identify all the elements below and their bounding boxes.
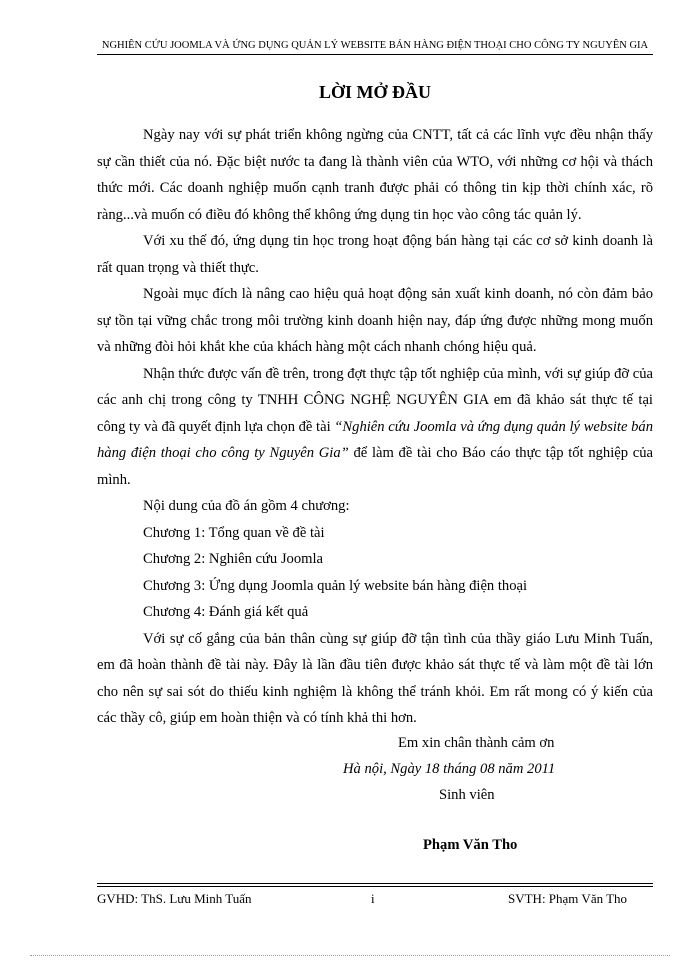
footer-advisor: GVHD: ThS. Lưu Minh Tuấn — [97, 891, 252, 906]
chapter-2: Chương 2: Nghiên cứu Joomla — [143, 551, 323, 567]
header-rule — [97, 54, 653, 55]
paragraph-6: Với sự cố gắng của bản thân cùng sự giúp đỡ tận tình của thầy giáo Lưu Minh Tuấn, em đã hoàn thành đề tài này. Đây là lần đầu tiên được khảo sát thực tế và làm một đề tài lớn cho nên sự sai sót do thiếu kinh nghiệm là không thể tránh khỏi. Em rất mong có ý kiến của các thầy cô, giúp em hoàn thiện và có tính khả thi hơn. — [97, 630, 653, 726]
thesis-topic: “Nghiên cứu Joomla và ứng dụng quản lý website bán hàng điện thoại cho công ty Nguyên Gia” — [97, 418, 654, 461]
signature-thanks: Em xin chân thành cảm ơn — [398, 735, 555, 751]
chapter-4: Chương 4: Đánh giá kết quả — [143, 604, 309, 620]
chapter-1: Chương 1: Tổng quan về đề tài — [143, 524, 325, 541]
signature-role: Sinh viên — [439, 787, 495, 803]
running-header: NGHIÊN CỨU JOOMLA VÀ ỨNG DỤNG QUẢN LÝ WEBSITE BÁN HÀNG ĐIỆN THOẠI CHO CÔNG TY NGUYÊN GIA — [101, 40, 649, 51]
signature-date: Hà nội, Ngày 18 tháng 08 năm 2011 — [343, 761, 556, 777]
page-number: i — [371, 891, 375, 906]
page-title: LỜI MỞ ĐẦU — [319, 82, 431, 102]
signature-name: Phạm Văn Tho — [423, 837, 518, 853]
page-break-line — [30, 955, 670, 956]
body-text — [97, 122, 653, 732]
footer-student: SVTH: Phạm Văn Tho — [508, 891, 628, 906]
paragraph-5: Nội dung của đồ án gồm 4 chương: — [143, 498, 350, 514]
paragraph-4-start: Nhận thức được vấn đề trên, trong đợt thực tập tốt nghiệp của mình, với sự giúp đỡ của các anh chị trong công ty TNHH CÔNG NGHỆ NGUYÊN GIA em đã khảo sát thực tế tại công ty và đã quyết định lựa chọn đề tài — [97, 365, 653, 435]
paragraph-1: Ngày nay với sự phát triển không ngừng của CNTT, tất cả các lĩnh vực đều nhận thấy sự cần thiết của nó. Đặc biệt nước ta đang là thành viên của WTO, với những cơ hội và thách thức mới. Các doanh nghiệp muốn cạnh tranh được phải có thông tin kịp thời chính xác, rõ ràng...và muốn có điều đó không thể không ứng dụng tin học vào công tác quản lý. — [97, 127, 653, 223]
paragraph-2: Với xu thế đó, ứng dụng tin học trong hoạt động bán hàng tại các cơ sở kinh doanh là rất quan trọng và thiết thực. — [97, 233, 653, 276]
paragraph-4 — [97, 361, 653, 494]
footer-rule-bottom — [97, 886, 653, 887]
chapter-3: Chương 3: Ứng dụng Joomla quản lý website bán hàng điện thoại — [143, 577, 528, 594]
footer-rule-top — [97, 883, 653, 884]
paragraph-3: Ngoài mục đích là nâng cao hiệu quả hoạt động sản xuất kinh doanh, nó còn đảm bảo sự tồn tại vững chắc trong môi trường kinh doanh hiện nay, đáp ứng được những mong muốn và những đòi hỏi khắt khe của khách hàng một cách nhanh chóng hiệu quả. — [97, 286, 653, 355]
paragraph-4-end: để làm đề tài cho Báo cáo thực tập tốt nghiệp của mình. — [97, 445, 653, 488]
